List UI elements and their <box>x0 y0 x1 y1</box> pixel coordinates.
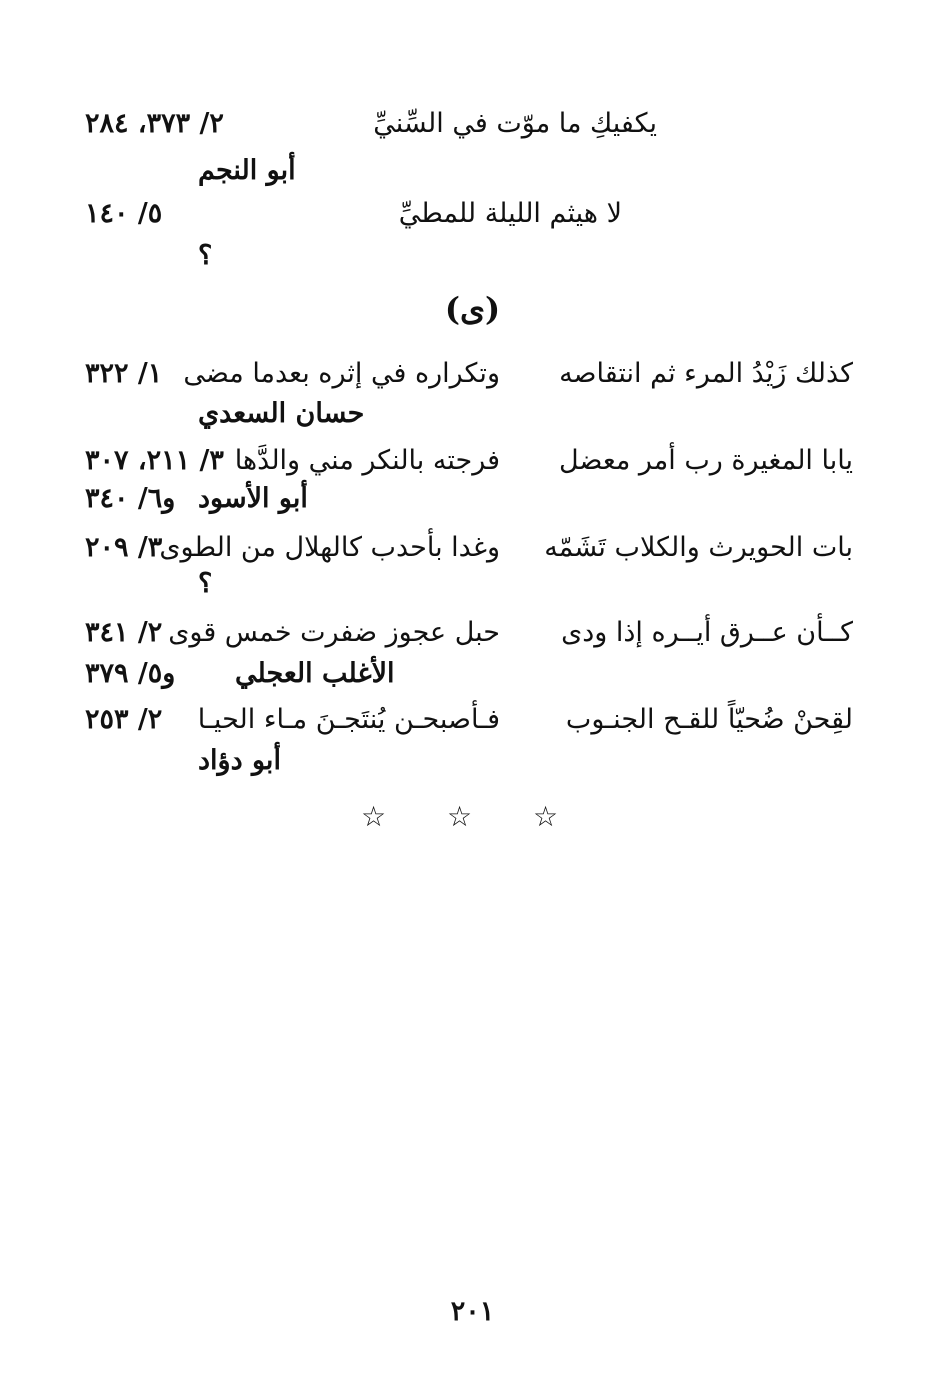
verse-first-hemistich: يابا المغيرة رب أمر معضل <box>558 445 853 476</box>
verse-text: يكفيكِ ما موّت في السِّنيِّ <box>373 108 657 139</box>
verse-second-hemistich: فرجته بالنكر مني والدَّها <box>234 445 500 476</box>
page-number: ٢٠١ <box>450 1296 495 1327</box>
poet-name: أبو دؤاد <box>198 745 281 776</box>
verse-second-hemistich: فـأصبحـن يُنتَجـنَ مـاء الحيـا <box>197 704 500 735</box>
page-reference: ٢/ ٣٤١ <box>85 617 163 648</box>
page-reference: ٥/ ١٤٠ <box>85 198 163 229</box>
verse-text: لا هيثم الليلة للمطيِّ <box>398 198 622 229</box>
section-divider-stars: ☆ ☆ ☆ <box>360 800 585 833</box>
additional-reference: و٥/ ٣٧٩ <box>85 658 176 689</box>
verse-first-hemistich: كذلك زَيْدُ المرء ثم انتقاصه <box>559 358 853 389</box>
poet-name: أبو الأسود <box>198 483 308 514</box>
poet-name: ؟ <box>198 568 213 599</box>
page-reference: ٢/ ٢٥٣ <box>85 704 163 735</box>
poet-name: أبو النجم <box>198 155 296 186</box>
poet-name: الأغلب العجلي <box>235 658 395 689</box>
poet-name: ؟ <box>198 240 213 271</box>
page-reference: ٢/ ٣٧٣، ٢٨٤ <box>85 108 224 139</box>
verse-second-hemistich: وتكراره في إثره بعدما مضى <box>183 358 500 389</box>
page-reference: ٣/ ٢٠٩ <box>85 532 163 563</box>
section-heading: (ى) <box>444 290 501 328</box>
poet-name: حسان السعدي <box>198 398 365 429</box>
page-reference: ٣/ ٢١١، ٣٠٧ <box>85 445 224 476</box>
verse-second-hemistich: وغدا بأحدب كالهلال من الطوى <box>159 532 500 563</box>
verse-first-hemistich: لقِحنْ ضُحيّاً للقـح الجنـوب <box>565 704 853 735</box>
additional-reference: و٦/ ٣٤٠ <box>85 483 176 514</box>
page-reference: ١/ ٣٢٢ <box>85 358 163 389</box>
verse-first-hemistich: كــأن عــرق أيــره إذا ودى <box>561 617 853 648</box>
verse-first-hemistich: بات الحويرث والكلاب تَشَمّه <box>544 532 853 563</box>
verse-second-hemistich: حبل عجوز ضفرت خمس قوى <box>168 617 500 648</box>
